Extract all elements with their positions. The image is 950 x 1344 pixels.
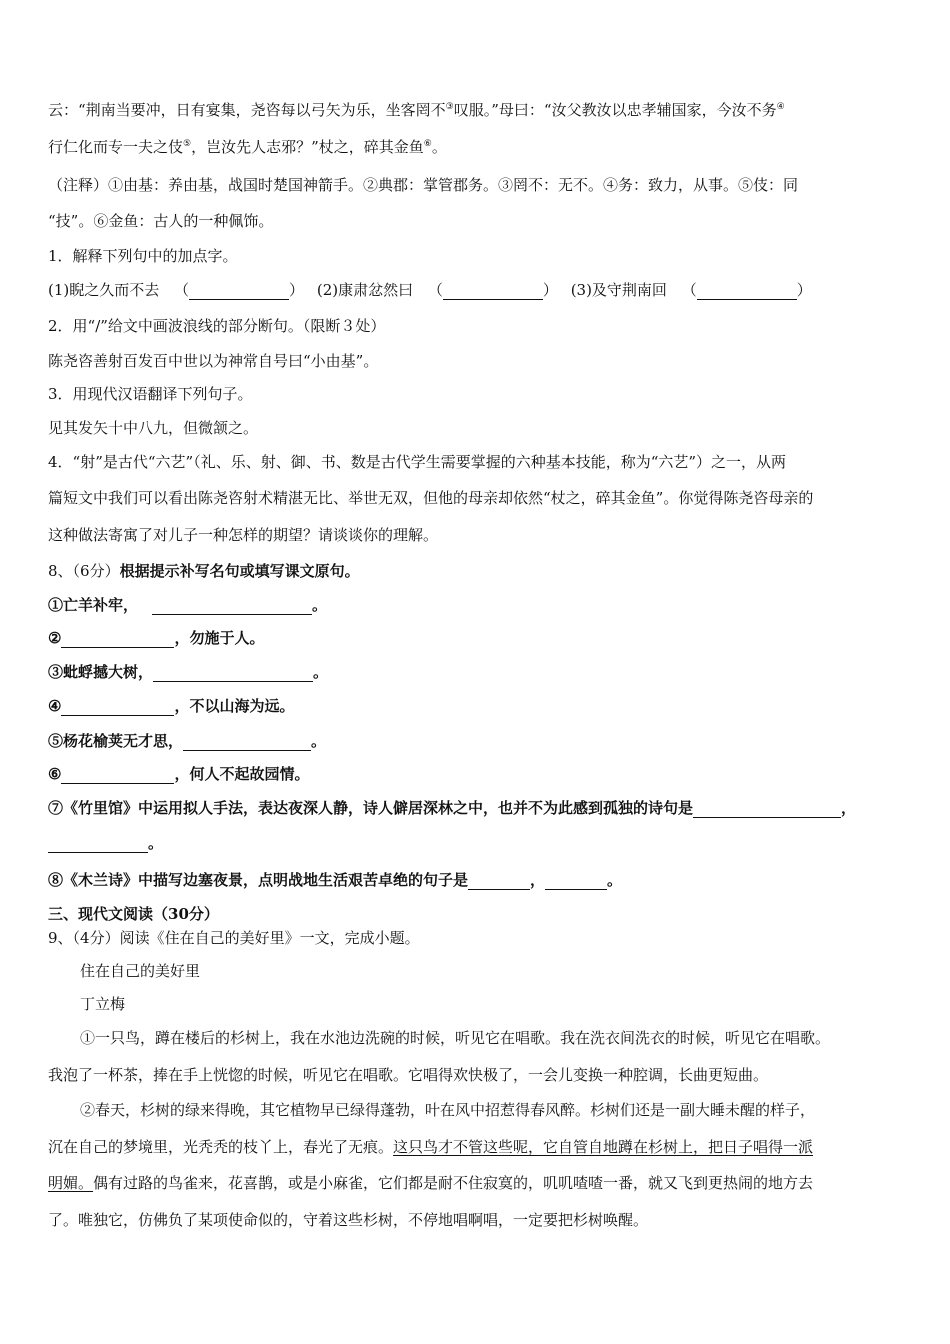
essay-p2-line-3: 明媚。偶有过路的鸟雀来，花喜鹊，或是小麻雀，它们都是耐不住寂寞的，叽叽喳喳一番，就又飞到更热闹的地方去 — [48, 1174, 814, 1192]
q4-line-3: 这种做法寄寓了对儿子一种怎样的期望？请谈谈你的理解。 — [48, 526, 439, 544]
q8-title: 8、（6分）根据提示补写名句或填写课文原句。 — [48, 562, 360, 580]
q1-item-2: (2)康肃忿然曰 — [316, 281, 414, 299]
section-3-title: 三、现代文阅读（30分） — [48, 905, 219, 923]
q3-text: 见其发矢十中八九，但微颔之。 — [48, 419, 259, 437]
q8-blank-3[interactable] — [153, 665, 313, 682]
q1-items: (1)睨之久而不去 （ ） (2)康肃忿然曰 （ ） (3)及守荆南回 （ ） — [48, 281, 812, 299]
q8-item-4: ④ ，不以山海为远。 — [48, 697, 295, 715]
footnote-6: ⑥ — [423, 139, 432, 149]
essay-p2-line-2: 沉在自己的梦境里，光秃秃的枝丫上，春光了无痕。这只鸟才不管这些呢，它自管自地蹲在杉树上，把日子唱得一派 — [48, 1138, 814, 1156]
q8-blank-4[interactable] — [61, 699, 174, 716]
notes-line-1: （注释）①由基：养由基，战国时楚国神箭手。②典郡：掌管郡务。③罔不：无不。④务：致力，从事。⑤伎：同 — [48, 176, 799, 194]
q8-item-2: ② ，勿施于人。 — [48, 629, 265, 647]
q1-item-3: (3)及守荆南回 — [570, 281, 667, 299]
q8-blank-1[interactable] — [152, 598, 312, 615]
q8-blank-2[interactable] — [61, 631, 174, 648]
q3-title: 3．用现代汉语翻译下列句子。 — [48, 385, 253, 403]
q8-blank-8b[interactable] — [545, 873, 607, 890]
footnote-3: ③ — [445, 102, 454, 112]
q8-blank-8a[interactable] — [468, 873, 530, 890]
q2-title: 2．用“/”给文中画波浪线的部分断句。（限断３处） — [48, 317, 386, 335]
q8-blank-5[interactable] — [183, 734, 311, 751]
q8-item-5: ⑤杨花榆荚无才思， 。 — [48, 732, 327, 750]
footnote-5: ⑤ — [183, 139, 192, 149]
essay-p1-line-2: 我泡了一杯茶，捧在手上恍惚的时候，听见它在唱歌。它唱得欢快极了，一会儿变换一种腔调，长曲更短曲。 — [48, 1066, 769, 1084]
q8-item-3: ③蚍蜉撼大树， 。 — [48, 663, 329, 681]
essay-p2-line-1: ②春天，杉树的绿来得晚，其它植物早已绿得蓬勃，叶在风中招惹得春风醉。杉树们还是一副大睡未醒的样子， — [80, 1101, 816, 1119]
essay-author: 丁立梅 — [80, 995, 126, 1013]
q8-item-7: ⑦《竹里馆》中运用拟人手法，表达夜深人静，诗人僻居深林之中，也并不为此感到孤独的诗句是 ， — [48, 799, 857, 817]
q1-blank-1[interactable] — [189, 283, 289, 300]
essay-p1-line-1: ①一只鸟，蹲在楼后的杉树上，我在水池边洗碗的时候，听见它在唱歌。我在洗衣间洗衣的时候，听见它在唱歌。 — [80, 1029, 831, 1047]
footnote-4: ④ — [776, 102, 785, 112]
q8-item-6: ⑥ ，何人不起故园情。 — [48, 765, 310, 783]
q1-blank-2[interactable] — [443, 283, 543, 300]
essay-p2-line-4: 了。唯独它，仿佛负了某项使命似的，守着这些杉树，不停地唱啊唱，一定要把杉树唤醒。 — [48, 1211, 649, 1229]
q8-blank-7a[interactable] — [693, 801, 841, 818]
story-line-1: 云：“荆南当要冲，日有宴集，尧咨每以弓矢为乐，坐客罔不③叹服。”母曰：“汝父教汝以忠孝辅国家，今汝不务④ — [48, 101, 785, 119]
essay-title: 住在自己的美好里 — [80, 962, 201, 980]
q8-item-1: ①亡羊补牢， 。 — [48, 596, 328, 614]
q4-line-2: 篇短文中我们可以看出陈尧咨射术精湛无比、举世无双，但他的母亲却依然“杖之，碎其金鱼”。你觉得陈尧咨母亲的 — [48, 489, 814, 507]
q2-text: 陈尧咨善射百发百中世以为神常自号曰“小由基”。 — [48, 352, 379, 370]
q8-blank-6[interactable] — [61, 767, 174, 784]
q8-item-8: ⑧《木兰诗》中描写边塞夜景，点明战地生活艰苦卓绝的句子是 ， 。 — [48, 871, 623, 889]
story-line-2: 行仁化而专一夫之伎⑤，岂汝先人志邪？”杖之，碎其金鱼⑥。 — [48, 138, 447, 156]
q4-line-1: 4．“射”是古代“六艺”（礼、乐、射、御、书、数是古代学生需要掌握的六种基本技能，称为“六艺”）之一，从两 — [48, 453, 787, 471]
q1-item-1: (1)睨之久而不去 — [48, 281, 160, 299]
q8-item-7-cont: 。 — [48, 833, 163, 853]
q1-title: 1．解释下列句中的加点字。 — [48, 247, 238, 265]
q8-blank-7b[interactable] — [48, 836, 148, 853]
q9-title: 9、（4分）阅读《住在自己的美好里》一文，完成小题。 — [48, 929, 420, 947]
notes-line-2: “技”。⑥金鱼：古人的一种佩饰。 — [48, 212, 274, 230]
wavy-underlined-sentence: 这只鸟才不管这些呢，它自管自地蹲在杉树上，把日子唱得一派 — [393, 1138, 814, 1156]
q1-blank-3[interactable] — [697, 283, 797, 300]
